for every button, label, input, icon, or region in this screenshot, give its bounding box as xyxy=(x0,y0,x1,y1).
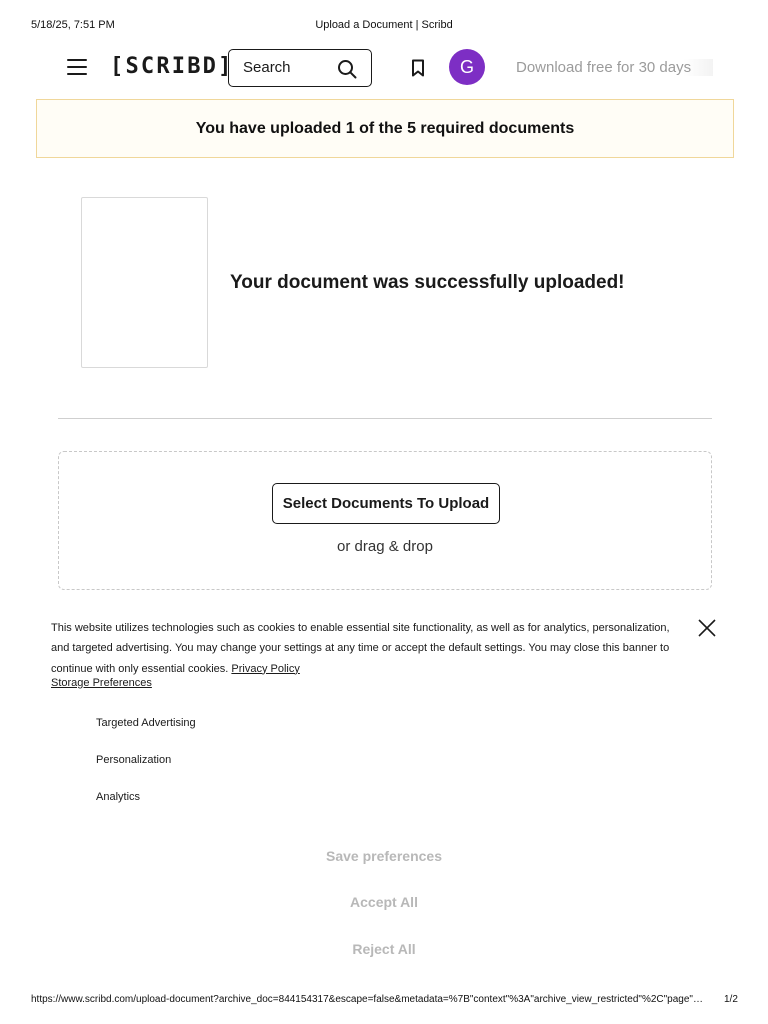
pref-personalization[interactable]: Personalization xyxy=(96,754,172,766)
print-page-title: Upload a Document | Scribd xyxy=(315,19,453,31)
select-documents-button[interactable]: Select Documents To Upload xyxy=(272,483,500,524)
upload-dropzone[interactable] xyxy=(58,451,712,590)
save-preferences-button[interactable]: Save preferences xyxy=(0,848,768,864)
search-icon[interactable] xyxy=(337,59,357,79)
print-page-number: 1/2 xyxy=(724,994,738,1005)
reject-all-button[interactable]: Reject All xyxy=(0,941,768,957)
pref-analytics[interactable]: Analytics xyxy=(96,791,141,803)
print-url: https://www.scribd.com/upload-document?archive_doc=844154317&escape=false&metadata=%7B"context"%3A"archive_view_restricted"%2C"page"… xyxy=(31,994,703,1005)
search-box[interactable] xyxy=(228,49,372,87)
upload-progress-banner: You have uploaded 1 of the 5 required documents xyxy=(36,99,734,158)
cookie-notice xyxy=(51,618,681,679)
bookmark-icon[interactable] xyxy=(410,59,426,77)
close-icon[interactable] xyxy=(697,618,717,638)
print-footer xyxy=(0,994,768,1008)
user-avatar[interactable]: G xyxy=(449,49,485,85)
print-datetime: 5/18/25, 7:51 PM xyxy=(31,19,115,31)
top-navbar xyxy=(0,48,768,88)
scribd-logo[interactable]: [SCRIBD] xyxy=(110,54,234,79)
search-input[interactable] xyxy=(243,59,335,76)
pref-targeted-advertising[interactable]: Targeted Advertising xyxy=(96,717,196,729)
section-divider xyxy=(58,418,712,419)
print-header xyxy=(0,19,768,33)
upload-success-message: Your document was successfully uploaded! xyxy=(230,272,625,293)
storage-preferences-link[interactable]: Storage Preferences xyxy=(51,677,152,689)
menu-icon[interactable] xyxy=(67,59,87,77)
privacy-policy-link[interactable]: Privacy Policy xyxy=(231,662,300,675)
download-free-link[interactable]: Download free for 30 days xyxy=(516,59,713,76)
drag-drop-hint: or drag & drop xyxy=(337,538,433,555)
accept-all-button[interactable]: Accept All xyxy=(0,894,768,910)
document-thumbnail xyxy=(81,197,208,368)
cookie-notice-text: This website utilizes technologies such as cookies to enable essential site functionality, as well as for analytics, personalization, and targeted advertising. You may change your settings at any time or accept the default settings. You may close this banner to continue with only essential cookies. xyxy=(51,622,670,675)
